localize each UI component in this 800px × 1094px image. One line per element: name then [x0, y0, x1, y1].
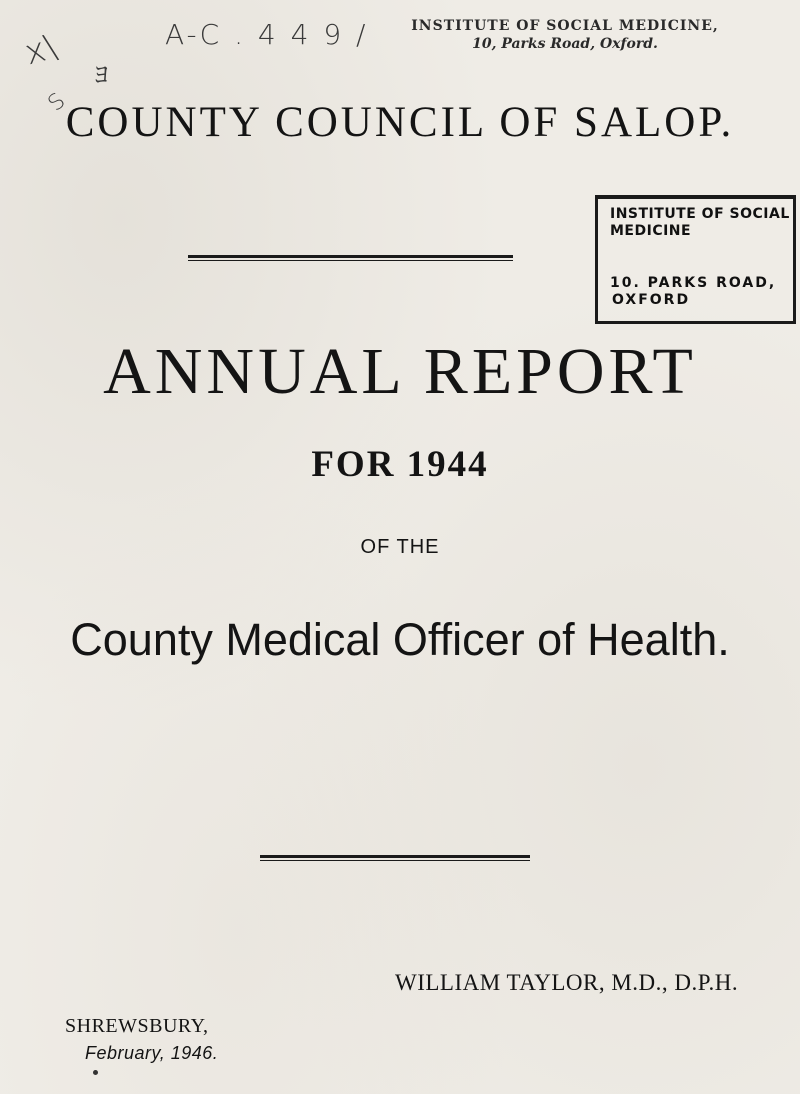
author-name: WILLIAM TAYLOR, M.D., D.P.H. [395, 970, 739, 995]
stamp-institute-name: MEDICINE [610, 223, 692, 239]
stamp-institute-name: INSTITUTE OF SOCIAL [610, 206, 790, 222]
handwritten-mark: x\ [20, 26, 62, 74]
library-stamp [330, 18, 800, 52]
connector-text: OF THE [360, 536, 440, 558]
divider-rule [260, 855, 530, 858]
library-stamp-line2: 10, Parks Road, Oxford. [472, 36, 658, 52]
stamp-address: OXFORD [612, 292, 691, 308]
library-stamp-line1: INSTITUTE OF SOCIAL MEDICINE, [411, 18, 719, 34]
handwritten-mark: S [43, 88, 71, 117]
divider-rule [188, 260, 513, 261]
handwritten-reference: A-C . 4 4 9 / [165, 18, 369, 51]
office-title: County Medical Officer of Health. [70, 614, 730, 665]
divider-rule [260, 860, 530, 861]
stamp-address: 10. PARKS ROAD, [610, 275, 777, 291]
handwritten-mark: ﾖ [95, 61, 109, 91]
publication-place: SHREWSBURY, [65, 1015, 209, 1037]
report-year: FOR 1944 [311, 444, 489, 485]
publication-date: February, 1946. [85, 1043, 219, 1063]
divider-rule [188, 255, 513, 258]
ink-dot [93, 1070, 98, 1075]
council-heading: COUNTY COUNCIL OF SALOP. [65, 99, 735, 146]
report-title: ANNUAL REPORT [103, 335, 697, 408]
